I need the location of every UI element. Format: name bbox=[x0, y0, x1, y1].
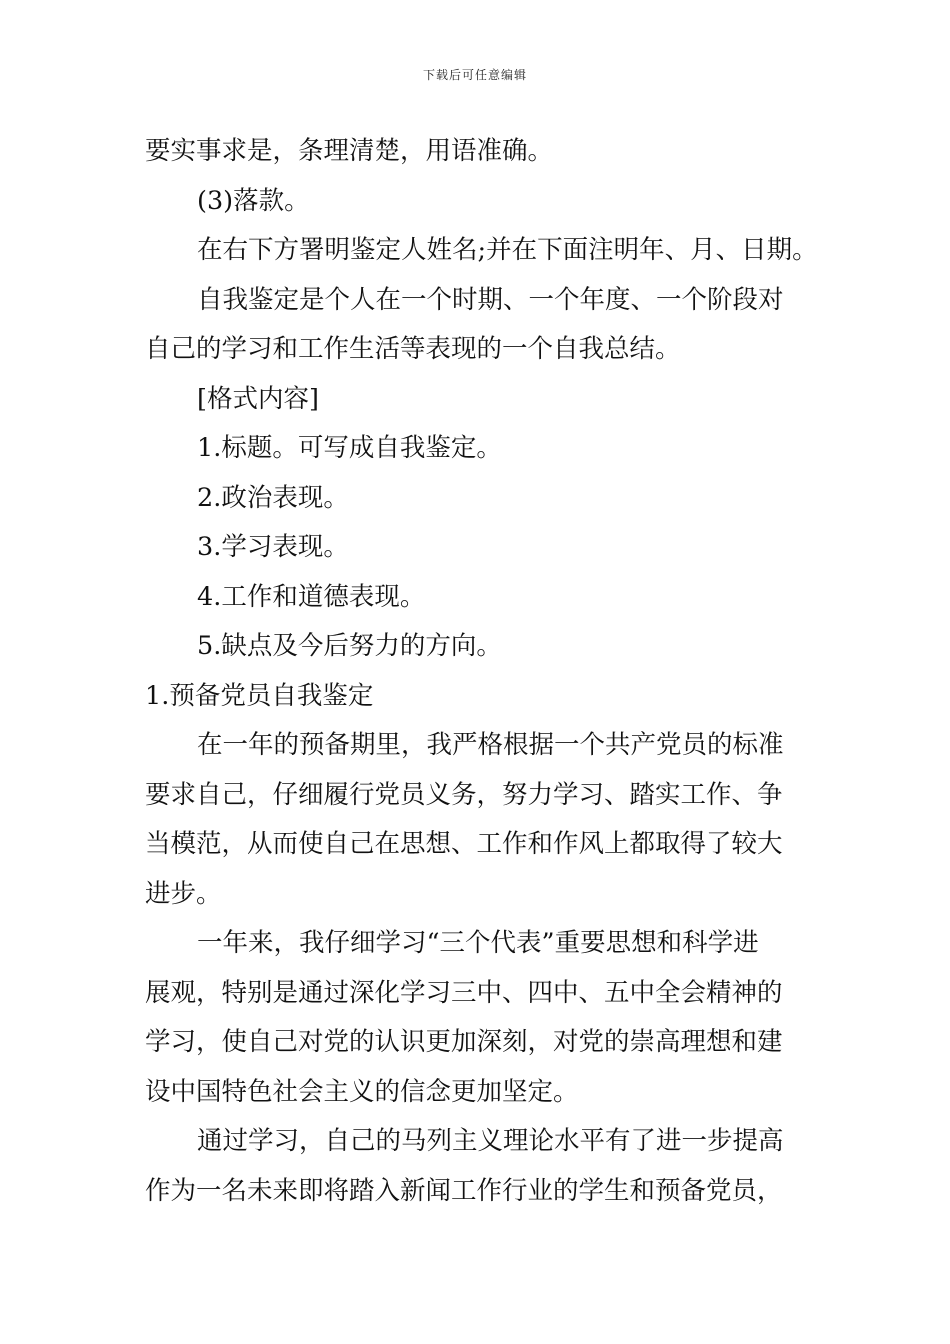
section-heading: 1.预备党员自我鉴定 bbox=[145, 680, 374, 711]
text-line: 4.工作和道德表现。 bbox=[197, 581, 426, 612]
text-line: 当模范，从而使自己在思想、工作和作风上都取得了较大 bbox=[145, 829, 783, 859]
text-line: 自我鉴定是个人在一个时期、一个年度、一个阶段对 bbox=[197, 284, 784, 315]
text-line: 自己的学习和工作生活等表现的一个自我总结。 bbox=[145, 334, 681, 364]
text-line: 1.标题。可写成自我鉴定。 bbox=[197, 433, 502, 463]
text-line: 3.学习表现。 bbox=[197, 532, 349, 562]
text-line: 要求自己，仔细履行党员义务，努力学习、踏实工作、争 bbox=[145, 779, 783, 810]
text-line: 2.政治表现。 bbox=[197, 482, 349, 513]
text-line: 学习，使自己对党的认识更加深刻，对党的崇高理想和建 bbox=[145, 1027, 783, 1057]
text-line: 作为一名未来即将踏入新闻工作行业的学生和预备党员， bbox=[145, 1175, 783, 1206]
text-line: 展观，特别是通过深化学习三中、四中、五中全会精神的 bbox=[145, 977, 783, 1008]
page-header: 下载后可任意编辑 bbox=[422, 68, 527, 82]
text-line: [格式内容] bbox=[197, 383, 319, 414]
text-line: 一年来，我仔细学习“三个代表”重要思想和科学进 bbox=[197, 928, 759, 958]
text-line: 在右下方署明鉴定人姓名;并在下面注明年、月、日期。 bbox=[197, 235, 818, 265]
document-body bbox=[145, 127, 818, 1216]
text-line: (3)落款。 bbox=[197, 185, 310, 216]
text-line: 设中国特色社会主义的信念更加坚定。 bbox=[145, 1076, 579, 1107]
text-line: 要实事求是，条理清楚，用语准确。 bbox=[145, 136, 554, 166]
text-line: 通过学习，自己的马列主义理论水平有了进一步提高 bbox=[197, 1126, 784, 1156]
text-line: 进步。 bbox=[145, 878, 222, 909]
text-line: 5.缺点及今后努力的方向。 bbox=[197, 631, 502, 661]
text-line: 在一年的预备期里，我严格根据一个共产党员的标准 bbox=[197, 730, 784, 760]
